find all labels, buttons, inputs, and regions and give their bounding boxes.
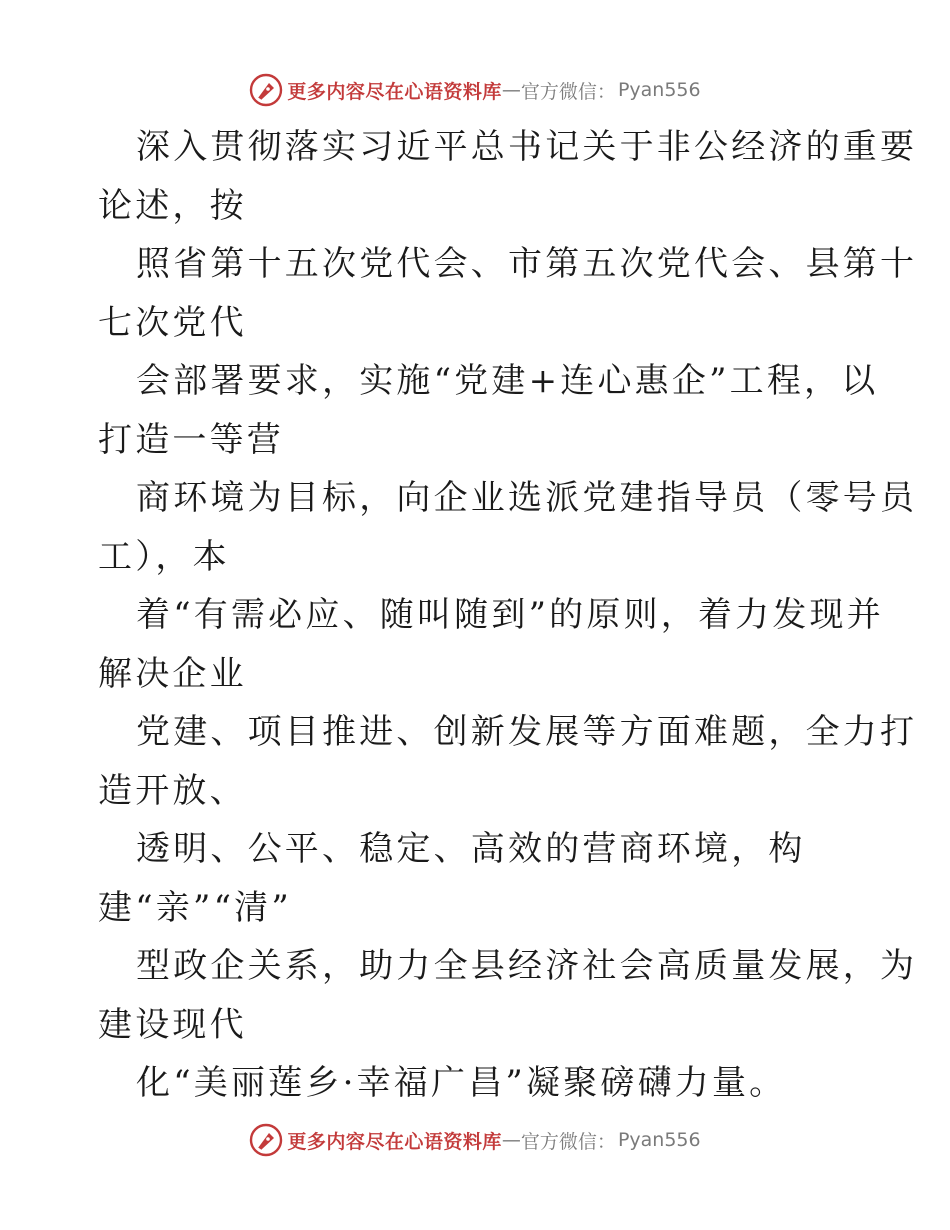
- paragraph: [98, 820, 858, 937]
- body-text: [98, 118, 918, 1113]
- watermark-main-text: 更多内容尽在心语资料库: [287, 1130, 502, 1153]
- pen-nib-circle-icon: [249, 1123, 283, 1157]
- paragraph-line-first: 会部署要求，实施“党建+连心惠企”工程，以: [136, 361, 879, 401]
- paragraph-line-first: 着“有需必应、随叫随到”的原则，着力发现并: [136, 595, 884, 635]
- watermark-main-text: 更多内容尽在心语资料库: [287, 80, 502, 103]
- paragraph-line-first: 照省第十五次党代会、市第五次党代会、县第十: [136, 244, 918, 284]
- paragraph-line-rest: 论述，按: [98, 185, 247, 226]
- paragraph: [98, 703, 918, 820]
- paragraph: [98, 586, 884, 703]
- paragraph-line-rest: 七次党代: [98, 302, 247, 343]
- paragraph: [98, 469, 918, 586]
- paragraph-line-first: 型政企关系，助力全县经济社会高质量发展，为: [136, 946, 918, 986]
- paragraph-line-rest: 解决企业: [98, 653, 247, 694]
- paragraph: [98, 352, 879, 469]
- watermark-sub-text: 官方微信：: [520, 80, 616, 103]
- paragraph: [98, 235, 918, 352]
- header-watermark: [0, 70, 950, 110]
- paragraph-line-rest: 造开放、: [98, 770, 247, 811]
- paragraph-line-first: 深入贯彻落实习近平总书记关于非公经济的重要: [136, 127, 918, 167]
- watermark-wechat-id: Pyan556: [617, 79, 701, 101]
- paragraph: [98, 118, 918, 235]
- paragraph-line-rest: 建设现代: [98, 1004, 247, 1045]
- watermark-dash: —: [501, 79, 521, 101]
- paragraph: [98, 1054, 858, 1113]
- paragraph-line-first: 党建、项目推进、创新发展等方面难题，全力打: [136, 712, 918, 752]
- footer-watermark: [0, 1120, 950, 1160]
- watermark-sub-text: 官方微信：: [520, 1130, 616, 1153]
- paragraph-line-rest: 建“亲”“清”: [98, 887, 292, 928]
- paragraph: [98, 937, 918, 1054]
- watermark-wechat-id: Pyan556: [617, 1129, 701, 1151]
- paragraph-line-rest: 工），本: [98, 536, 230, 577]
- paragraph-line-first: 商环境为目标，向企业选派党建指导员（零号员: [136, 478, 918, 518]
- paragraph-line-first: 化“美丽莲乡·幸福广昌”凝聚磅礴力量。: [136, 1063, 787, 1103]
- paragraph-line-first: 透明、公平、稳定、高效的营商环境，构: [136, 829, 806, 869]
- pen-nib-circle-icon: [249, 73, 283, 107]
- watermark-dash: —: [501, 1129, 521, 1151]
- paragraph-line-rest: 打造一等营: [98, 419, 284, 460]
